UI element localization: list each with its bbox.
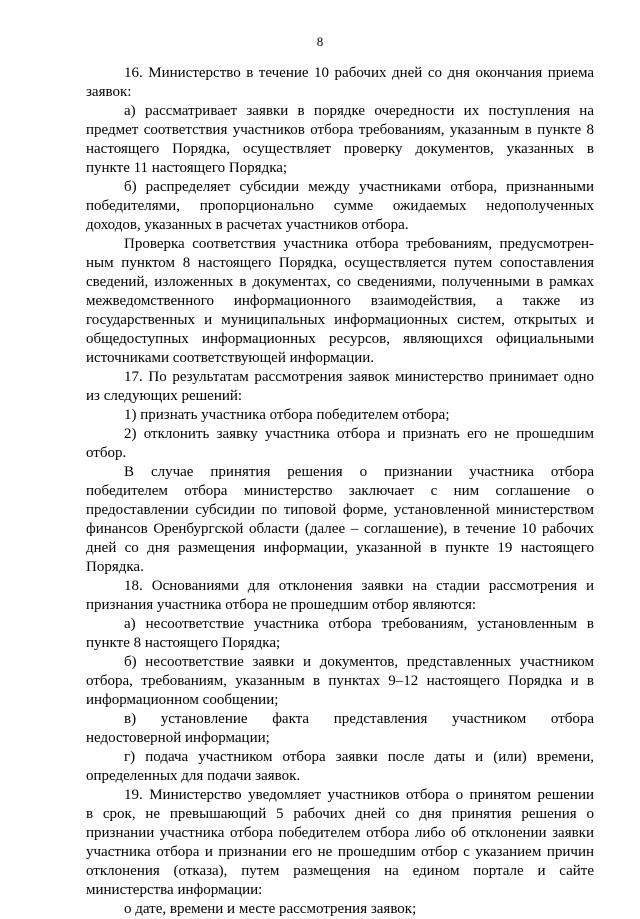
text-line: сведений, изложенных в документах, со сведениями, полученными в рамках (86, 274, 594, 290)
text-line: а) несоответствие участника отбора требованиям, установленным в (124, 616, 594, 632)
text-line: участника отбора и признании его не прошедшим отбор с указанием причин (86, 844, 594, 860)
text-line: о дате, времени и месте рассмотрения заявок; (124, 901, 417, 917)
text-line: В случае принятия решения о признании участника отбора (124, 464, 594, 480)
text-line: победителями, пропорционально сумме ожидаемых недополученных (86, 198, 594, 214)
text-line: 19. Министерство уведомляет участников отбора о принятом решении (124, 787, 594, 803)
text-line: признании участника отбора победителем отбора либо об отклонении заявки (86, 825, 594, 841)
text-line: пункте 8 настоящего Порядка; (86, 635, 281, 651)
text-line: б) распределяет субсидии между участниками отбора, признанными (124, 179, 594, 195)
text-line: недостоверной информации; (86, 730, 270, 746)
text-line: настоящего Порядка, осуществляет проверку документов, указанных в (86, 141, 594, 157)
text-line: 16. Министерство в течение 10 рабочих дней со дня окончания приема (124, 65, 594, 81)
text-line: источниками соответствующей информации. (86, 350, 375, 366)
text-line: финансов Оренбургской области (далее – соглашение), в течение 10 рабочих (86, 521, 594, 537)
document-body (86, 64, 594, 919)
text-line: межведомственного информационного взаимодействия, а также из (86, 293, 594, 309)
text-line: заявок: (86, 84, 132, 100)
text-line: признания участника отбора не прошедшим отбор являются: (86, 597, 477, 613)
text-line: 17. По результатам рассмотрения заявок министерство принимает одно (124, 369, 594, 385)
text-line: предмет соответствия участников отбора требованиям, указанным в пункте 8 (86, 122, 594, 138)
text-line: ным пунктом 8 настоящего Порядка, осуществляется путем сопоставления (86, 255, 594, 271)
text-line: дней со дня размещения информации, указанной в пункте 19 настоящего (86, 540, 594, 556)
text-line: отбора, требованиям, указанным в пунктах 9–12 настоящего Порядка и в (86, 673, 594, 689)
text-line: доходов, указанных в расчетах участников отбора. (86, 217, 409, 233)
text-line: победителем отбора министерство заключает с ним соглашение о (86, 483, 594, 499)
text-line: 1) признать участника отбора победителем отбора; (124, 407, 450, 423)
text-line: информационном сообщении; (86, 692, 279, 708)
text-line: Порядка. (86, 559, 144, 575)
text-line: отклонения (отказа), путем размещения на едином портале и сайте (86, 863, 594, 879)
text-line: в) установление факта представления участником отбора (124, 711, 594, 727)
text-line: б) несоответствие заявки и документов, представленных участником (124, 654, 594, 670)
text-line: пункте 11 настоящего Порядка; (86, 160, 288, 176)
text-line: министерства информации: (86, 882, 263, 898)
text-line: определенных для подачи заявок. (86, 768, 301, 784)
page-number: 8 (316, 34, 324, 49)
text-line: Проверка соответствия участника отбора требованиям, предусмотрен- (124, 236, 594, 252)
text-line: отбор. (86, 445, 127, 461)
text-line: а) рассматривает заявки в порядке очередности их поступления на (124, 103, 594, 119)
text-line: предоставлении субсидии по типовой форме, установленной министерством (86, 502, 594, 518)
text-line: 18. Основаниями для отклонения заявки на стадии рассмотрения и (124, 578, 594, 594)
text-line: государственных и муниципальных информационных систем, открытых и (86, 312, 594, 328)
text-line: общедоступных информационных ресурсов, являющихся официальными (86, 331, 594, 347)
text-line: в срок, не превышающий 5 рабочих дней со дня принятия решения о (86, 806, 594, 822)
text-line: 2) отклонить заявку участника отбора и признать его не прошедшим (124, 426, 594, 442)
text-line: из следующих решений: (86, 388, 243, 404)
text-line: г) подача участником отбора заявки после даты и (или) времени, (124, 749, 594, 765)
